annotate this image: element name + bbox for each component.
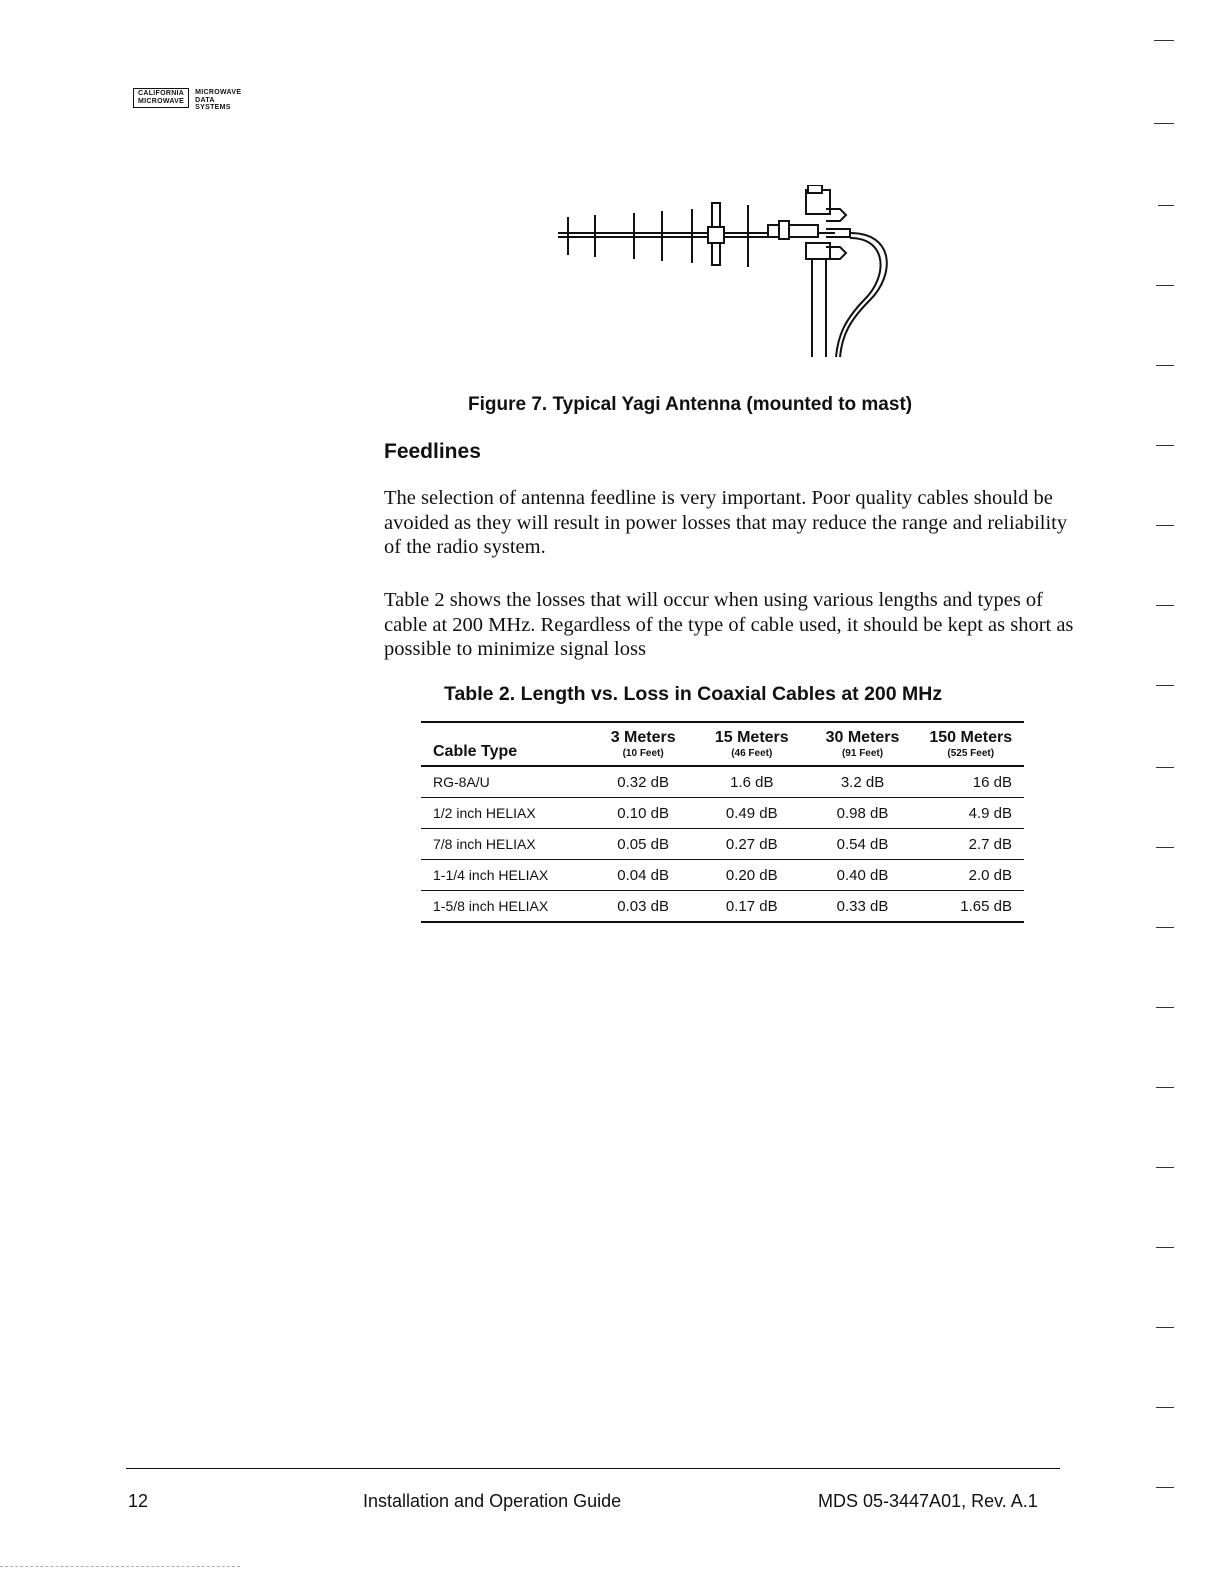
cell-loss-3m: 0.03 dB — [590, 891, 696, 923]
header-30m — [808, 722, 918, 766]
margin-mark — [1156, 1007, 1174, 1008]
margin-mark — [1156, 1327, 1174, 1328]
scan-edge-dash — [0, 1566, 240, 1567]
logo-wordmark — [195, 89, 241, 112]
cell-loss-30m: 0.33 dB — [808, 891, 918, 923]
logo-box-line2: MICROWAVE — [138, 98, 185, 105]
margin-marks — [1150, 0, 1174, 1584]
margin-mark — [1156, 525, 1174, 526]
margin-mark — [1156, 285, 1174, 286]
paragraph-feedline-selection: The selection of antenna feedline is very important. Poor quality cables should be avoided as they will result in power losses that may reduce the range and reliability of the radio system. — [384, 487, 1068, 558]
margin-mark — [1156, 847, 1174, 848]
margin-mark — [1156, 1087, 1174, 1088]
margin-mark — [1156, 1167, 1174, 1168]
logo-word-3: SYSTEMS — [195, 104, 231, 111]
header-3m-sub: (10 Feet) — [622, 748, 664, 759]
cell-cable-type: RG-8A/U — [421, 766, 590, 798]
table-title: Table 2. Length vs. Loss in Coaxial Cables at 200 MHz — [444, 683, 943, 705]
header-3m-label: 3 Meters — [610, 729, 676, 746]
cell-loss-30m: 3.2 dB — [808, 766, 918, 798]
cell-loss-15m: 0.49 dB — [696, 798, 808, 829]
cell-loss-150m: 4.9 dB — [917, 798, 1024, 829]
logo-word-2: DATA — [195, 96, 215, 104]
margin-mark — [1156, 1407, 1174, 1408]
margin-mark — [1156, 445, 1174, 446]
margin-mark — [1156, 927, 1174, 928]
header-15m-sub: (46 Feet) — [731, 748, 773, 759]
table-row — [421, 766, 1024, 798]
table-row — [421, 860, 1024, 891]
cell-loss-150m: 2.7 dB — [917, 829, 1024, 860]
logo-box — [133, 88, 189, 108]
cell-cable-type: 1-1/4 inch HELIAX — [421, 860, 590, 891]
cell-loss-15m: 1.6 dB — [696, 766, 808, 798]
cell-loss-30m: 0.54 dB — [808, 829, 918, 860]
page-number: 12 — [128, 1491, 149, 1511]
cell-loss-15m: 0.20 dB — [696, 860, 808, 891]
cell-cable-type: 7/8 inch HELIAX — [421, 829, 590, 860]
yagi-antenna-illustration — [550, 185, 900, 360]
margin-mark — [1154, 123, 1174, 124]
header-30m-label: 30 Meters — [825, 729, 900, 746]
cell-loss-3m: 0.05 dB — [590, 829, 696, 860]
cell-loss-30m: 0.40 dB — [808, 860, 918, 891]
table-row — [421, 891, 1024, 923]
header-15m — [696, 722, 808, 766]
header-cable-type: Cable Type — [433, 743, 518, 760]
company-logo — [133, 88, 241, 112]
margin-mark — [1156, 365, 1174, 366]
cell-loss-3m: 0.04 dB — [590, 860, 696, 891]
margin-mark — [1156, 1247, 1174, 1248]
table-header-row — [421, 722, 1024, 766]
header-150m-sub: (525 Feet) — [947, 748, 995, 759]
cell-loss-30m: 0.98 dB — [808, 798, 918, 829]
header-150m — [917, 722, 1024, 766]
table-row — [421, 829, 1024, 860]
guide-title: Installation and Operation Guide — [363, 1491, 622, 1511]
cell-loss-150m: 1.65 dB — [917, 891, 1024, 923]
margin-mark — [1156, 605, 1174, 606]
margin-mark — [1158, 205, 1174, 206]
cable-loss-table — [421, 721, 1024, 923]
header-3m — [590, 722, 696, 766]
margin-mark — [1156, 767, 1174, 768]
cell-cable-type: 1/2 inch HELIAX — [421, 798, 590, 829]
header-15m-label: 15 Meters — [714, 729, 789, 746]
table-row — [421, 798, 1024, 829]
footer-rule — [126, 1468, 1060, 1469]
cell-loss-15m: 0.27 dB — [696, 829, 808, 860]
figure-caption: Figure 7. Typical Yagi Antenna (mounted to mast) — [468, 394, 913, 415]
document-number: MDS 05-3447A01, Rev. A.1 — [818, 1491, 1038, 1511]
cell-loss-3m: 0.10 dB — [590, 798, 696, 829]
cell-loss-150m: 16 dB — [917, 766, 1024, 798]
cell-loss-15m: 0.17 dB — [696, 891, 808, 923]
cell-cable-type: 1-5/8 inch HELIAX — [421, 891, 590, 923]
logo-word-1: MICROWAVE — [195, 89, 242, 96]
header-30m-sub: (91 Feet) — [841, 748, 884, 759]
margin-mark — [1154, 40, 1174, 41]
paragraph-table-intro: Table 2 shows the losses that will occur when using various lengths and types of cable at 200 MHz. Regardless of the type of cable used, it should be kept as short as possible to minimize signal loss — [384, 589, 1074, 660]
logo-box-line1: CALIFORNIA — [138, 90, 185, 97]
header-150m-label: 150 Meters — [929, 729, 1013, 746]
cell-loss-3m: 0.32 dB — [590, 766, 696, 798]
margin-mark — [1156, 1487, 1174, 1488]
cell-loss-150m: 2.0 dB — [917, 860, 1024, 891]
margin-mark — [1156, 685, 1174, 686]
section-heading: Feedlines — [384, 440, 481, 463]
